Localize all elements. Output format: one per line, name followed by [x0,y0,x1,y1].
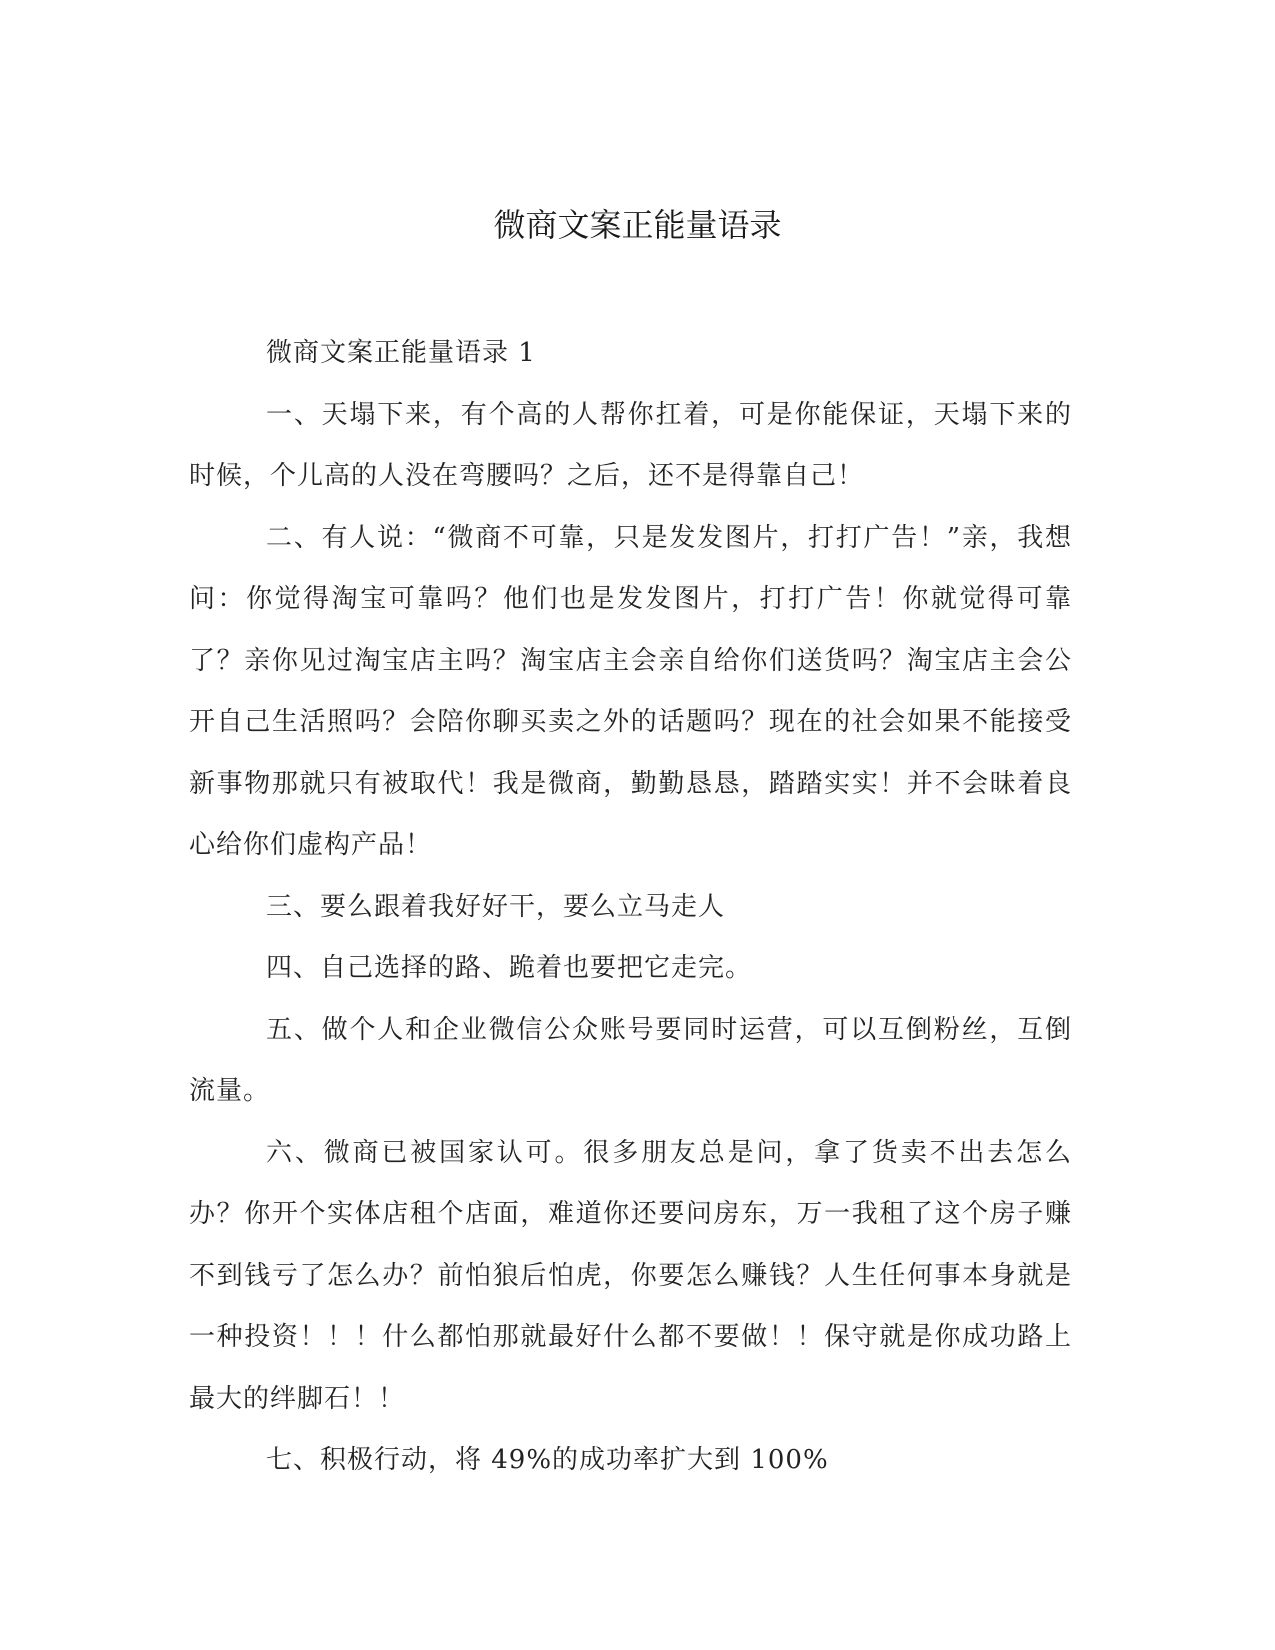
paragraph-item-1: 一、天塌下来，有个高的人帮你扛着，可是你能保证，天塌下来的时候，个儿高的人没在弯腰吗？之后，还不是得靠自己！ [189,399,1072,491]
document-title: 微商文案正能量语录 [493,206,782,244]
paragraph-item-3: 三、要么跟着我好好干，要么立马走人 [266,891,726,922]
paragraph-item-2: 二、有人说：“微商不可靠，只是发发图片，打打广告！”亲，我想问：你觉得淘宝可靠吗？他们也是发发图片，打打广告！你就觉得可靠了？亲你见过淘宝店主吗？淘宝店主会亲自给你们送货吗？淘宝店主会公开自己生活照吗？会陪你聊买卖之外的话题吗？现在的社会如果不能接受新事物那就只有被取代！我是微商，勤勤恳恳，踏踏实实！并不会昧着良心给你们虚构产品！ [189,522,1072,860]
paragraph-item-4: 四、自己选择的路、跪着也要把它走完。 [266,953,753,983]
paragraph-item-5: 五、做个人和企业微信公众账号要同时运营，可以互倒粉丝，互倒流量。 [189,1014,1072,1106]
paragraph-item-6: 六、微商已被国家认可。很多朋友总是问，拿了货卖不出去怎么办？你开个实体店租个店面，难道你还要问房东，万一我租了这个房子赚不到钱亏了怎么办？前怕狼后怕虎，你要怎么赚钱？人生任何事本身就是一种投资！！！什么都怕那就最好什么都不要做！！保守就是你成功路上最大的绊脚石！！ [189,1137,1072,1414]
paragraph-subtitle: 微商文案正能量语录 1 [266,338,536,368]
document-body [189,323,1072,1492]
paragraph-item-7: 七、积极行动，将 49%的成功率扩大到 100% [266,1445,829,1475]
